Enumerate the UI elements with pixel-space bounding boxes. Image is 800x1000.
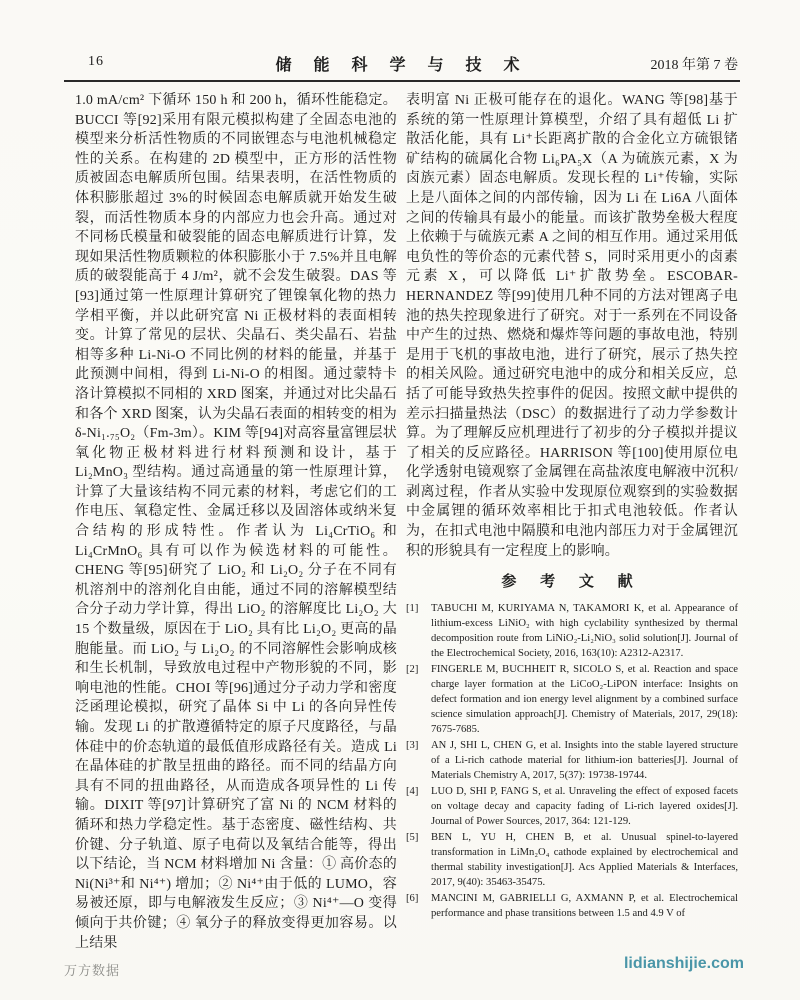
reference-item	[406, 891, 738, 921]
left-column-text: 1.0 mA/cm² 下循环 150 h 和 200 h，循环性能稳定。BUCCI 等[92]采用有限元模拟构建了全固态电池的模型来分析活性物质的不同嵌锂态与电池机械稳定性的关系。在构建的 2D 模型中，正方形的活性物质被固态电解质所包围。结果表明，在活性物质的体积膨胀超过 3%的时候固态电解质就开始发生破裂，而活性物质本身的内部应力也会升高。通过对不同杨氏模量和破裂能的固态电解质进行计算，发现如果活性物质颗粒的体积膨胀小于 7.5%并且电解质的破裂能高于 4 J/m²，就不会发生破裂。DAS 等[93]通过第一性原理计算研究了锂镍氧化物的热力学相平衡，并以此研究富 Ni 正极材料的表面相转变。计算了常见的层状、尖晶石、类尖晶石、岩盐相等多种 Li-Ni-O 不同比例的材料的能量，并基于此预测中间相，得到 Li-Ni-O 的相图。通过蒙特卡洛计算模拟不同相的 XRD 图案，并通过对比尖晶石和各个 XRD 图案，认为尖晶石表面的相转变的相为 δ-Ni₁.₇₅O₂（Fm-3m）。KIM 等[94]对高容量富锂层状氧化物正极材料进行材料预测和设计，基于 Li₂MnO₃ 型结构。通过高通量的第一性原理计算，计算了大量该结构不同元素的材料，考虑它们的工作电压、氧稳定性、金属迁移以及固溶体或纳米复合结构的形成特性。作者认为 Li₄CrTiO₆ 和 Li₄CrMnO₆ 具有可以作为候选材料的可能性。CHENG 等[95]研究了 LiO₂ 和 Li₂O₂ 分子在不同有机溶剂中的溶剂化自由能，通过不同的溶解模型结合分子动力学计算，得出 LiO₂ 的溶解度比 Li₂O₂ 大 15 个数量级，原因在于 LiO₂ 具有比 Li₂O₂ 更高的晶胞能量。而 LiO₂ 与 Li₂O₂ 的不同溶解性会影响成核和生长机制，导致放电过程中产物形貌的不同，影响电池的性能。CHOI 等[96]通过分子动力学和密度泛函理论模拟，研究了晶体 Si 中 Li 的各向异性传输。发现 Li 的扩散遵循特定的原子尺度路径，与晶体硅中的价态轨道的最低值形成路径有关。造成 Li 在晶体硅的扩散呈扭曲的路径。而不同的结晶方向具有不同的扭曲路径，从而造成各项异性的 Li 传输。DIXIT 等[97]计算研究了富 Ni 的 NCM 材料的循环和热力学稳定性。基于态密度、磁性结构、共价键、分子轨道、原子电荷以及氧结合能等，得出以下结论，当 NCM 材料增加 Ni 含量：① 高价态的 Ni(Ni³⁺和 Ni⁴⁺) 增加；② Ni⁴⁺由于低的 LUMO，容易被还原，即与电解液发生反应；③ Ni⁴⁺—O 变得倾向于共价键；④ 氧分子的释放变得更加容易。以上结果	[75, 93, 397, 951]
right-column-text: 表明富 Ni 正极可能存在的退化。WANG 等[98]基于系统的第一性原理计算模型，介绍了具有超低 Li 扩散活化能，具有 Li⁺长距离扩散的合金化立方硫银锗矿结构的硫属化合物 Li₆PA₅X（A 为硫族元素，X 为卤族元素）固态电解质。发现长程的 Li⁺传输，实际上是八面体之间的内部传输，因为 Li 在 Li6A 八面体之间的传输具有最小的能量。而该扩散势垒极大程度上依赖于与硫族元素 A 之间的相互作用。通过采用低电负性的等价态的元素代替 S，同时采用更小的卤素元素 X，可以降低 Li⁺扩散势垒。ESCOBAR-HERNANDEZ 等[99]使用几种不同的方法对锂离子电池的热失控现象进行了研究。对于一系列在不同设备中产生的过热、燃烧和爆炸等问题的事故电池，特别是用于飞机的事故电池，进行了研究，展示了热失控的相关风险。通过研究电池中的成分和相关反应，总括了可能导致热失控事件的促因。按照文献中提供的差示扫描量热法（DSC）的数据进行了动力学参数计算。为了理解反应机理进行了初步的分子模拟并提议了相关的反应路径。HARRISON 等[100]使用原位电化学透射电镜观察了金属锂在高盐浓度电解液中沉积/剥离过程，作者从实验中发现原位观察到的实验数据中金属锂的循环效率相比于扣式电池较低。作者认为，在扣式电池中隔膜和电池内部压力对于金属锂沉积的形貌具有一定程度上的影响。	[406, 93, 738, 559]
reference-text: TABUCHI M, KURIYAMA N, TAKAMORI K, et al. Appearance of lithium-excess LiNiO₂ with high cyclability synthesized by thermal decomposition route from LiNiO₂-Li₂NiO₃ solid solution[J]. Journal of the Electrochemical Society, 2016, 163(10): A2312-A2317.	[431, 603, 738, 660]
wanfang-watermark: 万方数据	[64, 963, 121, 978]
reference-text: FINGERLE M, BUCHHEIT R, SICOLO S, et al. Reaction and space charge layer formation at the LiCoO₂-LiPON interface: Insights on defect formation and ion energy level alignment by a combined surface science simulation approach[J]. Chemistry of Materials, 2017, 29(18): 7675-7685.	[431, 664, 738, 736]
reference-number: [2]	[406, 664, 419, 676]
issue-label: 2018 年第 7 卷	[650, 58, 738, 73]
reference-text: BEN L, YU H, CHEN B, et al. Unusual spinel-to-layered transformation in LiMn₂O₄ cathode explained by electrochemical and thermal stability investigation[J]. Acs Applied Materials & Interfaces, 2017, 9(40): 35463-35475.	[431, 832, 738, 889]
references-list	[406, 601, 738, 921]
page-header	[66, 52, 738, 76]
page-number: 16	[88, 54, 104, 69]
reference-item	[406, 601, 738, 661]
reference-number: [5]	[406, 832, 419, 844]
references-heading: 参 考 文 献	[501, 574, 643, 591]
header-divider	[64, 80, 740, 82]
reference-item	[406, 784, 738, 829]
reference-text: LUO D, SHI P, FANG S, et al. Unraveling the effect of exposed facets on voltage decay and capacity fading of Li-rich layered oxides[J]. Journal of Power Sources, 2017, 364: 121-129.	[431, 786, 738, 828]
reference-number: [1]	[406, 603, 419, 615]
reference-item	[406, 738, 738, 783]
right-column	[406, 91, 738, 922]
reference-number: [6]	[406, 893, 419, 905]
reference-number: [3]	[406, 740, 419, 752]
reference-number: [4]	[406, 786, 419, 798]
reference-item	[406, 662, 738, 737]
reference-text: MANCINI M, GABRIELLI G, AXMANN P, et al. Electrochemical performance and phase transitions between 1.5 and 4.9 V of	[431, 893, 738, 920]
reference-text: AN J, SHI L, CHEN G, et al. Insights into the stable layered structure of a Li-rich cathode material for lithium-ion batteries[J]. Journal of Materials Chemistry A, 2017, 5(37): 19738-19744.	[431, 740, 738, 782]
journal-title: 储 能 科 学 与 技 术	[275, 57, 529, 74]
reference-item	[406, 830, 738, 890]
site-watermark: lidianshijie.com	[623, 955, 744, 972]
